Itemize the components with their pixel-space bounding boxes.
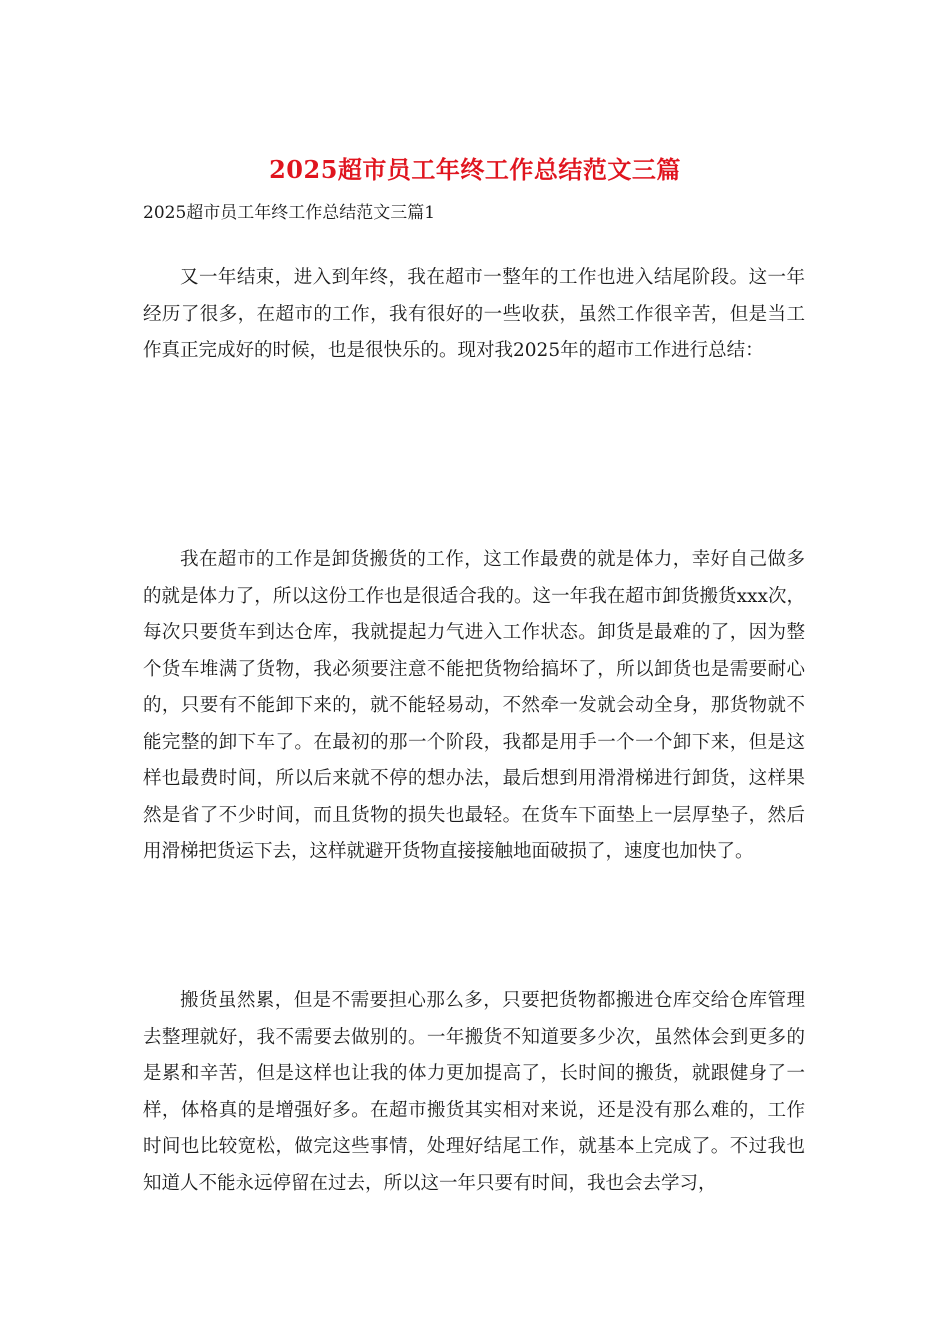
document-title: 2025超市员工年终工作总结范文三篇 [269,155,681,184]
paragraph-intro: 又一年结束，进入到年终，我在超市一整年的工作也进入结尾阶段。这一年经历了很多，在超市的工作，我有很好的一些收获，虽然工作很辛苦，但是当工作真正完成好的时候，也是很快乐的。现对我2025年的超市工作进行总结： [143,267,805,361]
paragraph-unloading: 我在超市的工作是卸货搬货的工作，这工作最费的就是体力，幸好自己做多的就是体力了，所以这份工作也是很适合我的。这一年我在超市卸货搬货xxx次，每次只要货车到达仓库，我就提起力气进入工作状态。卸货是最难的了，因为整个货车堆满了货物，我必须要注意不能把货物给搞坏了，所以卸货也是需要耐心的，只要有不能卸下来的，就不能轻易动，不然牵一发就会动全身，那货物就不能完整的卸下车了。在最初的那一个阶段，我都是用手一个一个卸下来，但是这样也最费时间，所以后来就不停的想办法，最后想到用滑滑梯进行卸货，这样果然是省了不少时间，而且货物的损失也最轻。在货车下面垫上一层厚垫子，然后用滑梯把货运下去，这样就避开货物直接接触地面破损了，速度也加快了。 [143,549,805,862]
section-heading: 2025超市员工年终工作总结范文三篇1 [143,203,436,223]
paragraph-carrying: 搬货虽然累，但是不需要担心那么多，只要把货物都搬进仓库交给仓库管理去整理就好，我不需要去做别的。一年搬货不知道要多少次，虽然体会到更多的是累和辛苦，但是这样也让我的体力更加提高了，长时间的搬货，就跟健身了一样，体格真的是增强好多。在超市搬货其实相对来说，还是没有那么难的，工作时间也比较宽松，做完这些事情，处理好结尾工作，就基本上完成了。不过我也知道人不能永远停留在过去，所以这一年只要有时间，我也会去学习， [143,990,805,1194]
